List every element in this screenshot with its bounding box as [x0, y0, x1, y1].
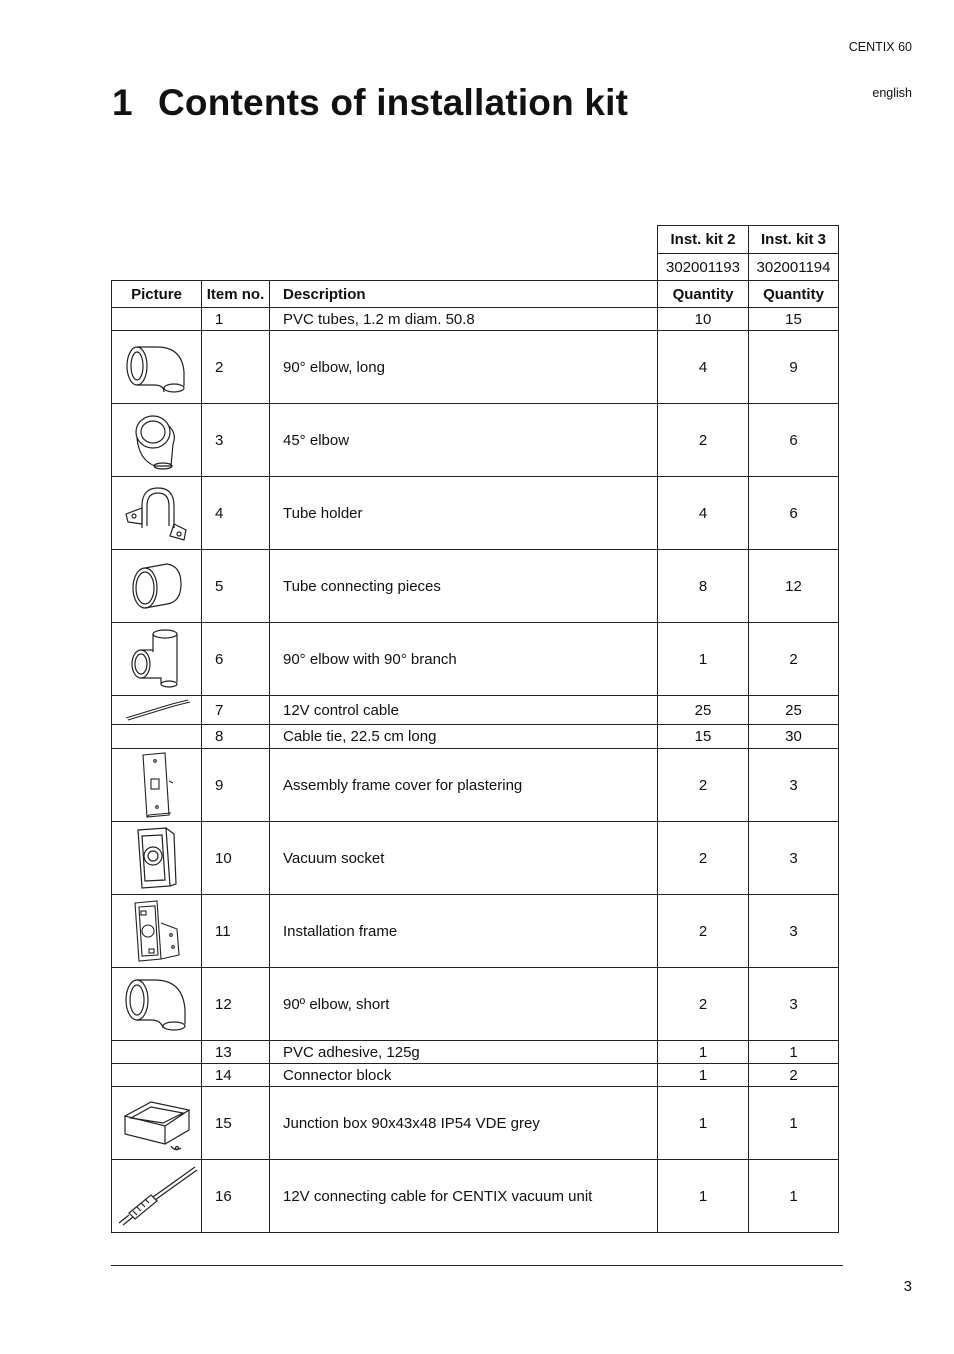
item-number: 11	[202, 895, 270, 968]
kit2-quantity: 2	[658, 404, 749, 477]
kit3-part-number: 302001194	[749, 254, 839, 281]
kit2-quantity: 8	[658, 550, 749, 623]
product-name: CENTIX 60	[848, 40, 912, 54]
item-number: 8	[202, 725, 270, 749]
table-row	[112, 696, 839, 725]
table-row	[112, 1041, 839, 1064]
item-number: 9	[202, 749, 270, 822]
kit2-quantity: 2	[658, 822, 749, 895]
picture-cell	[112, 308, 202, 331]
item-description: Vacuum socket	[270, 822, 658, 895]
item-number: 7	[202, 696, 270, 725]
table-row	[112, 550, 839, 623]
kit2-part-number: 302001193	[658, 254, 749, 281]
elbow-long-icon	[122, 336, 192, 398]
frame-cover-icon	[135, 751, 179, 819]
item-number: 12	[202, 968, 270, 1041]
picture-cell	[112, 623, 202, 696]
picture-cell	[112, 1087, 202, 1160]
picture-cell	[112, 696, 202, 725]
picture-cell	[112, 1160, 202, 1233]
kit2-quantity: 2	[658, 749, 749, 822]
kit2-quantity: 2	[658, 895, 749, 968]
item-description: 90º elbow, short	[270, 968, 658, 1041]
kit3-quantity: 1	[749, 1160, 839, 1233]
kit3-quantity: 6	[749, 404, 839, 477]
item-description: Assembly frame cover for plastering	[270, 749, 658, 822]
installation-frame-icon	[127, 897, 187, 965]
kit3-header: Inst. kit 3	[749, 226, 839, 254]
kit3-quantity: 1	[749, 1041, 839, 1064]
picture-cell	[112, 1064, 202, 1087]
kit3-quantity: 3	[749, 822, 839, 895]
elbow-short-icon	[121, 972, 193, 1036]
item-number: 6	[202, 623, 270, 696]
kit3-quantity: 12	[749, 550, 839, 623]
picture-cell	[112, 725, 202, 749]
kit3-quantity: 3	[749, 895, 839, 968]
kit2-quantity: 4	[658, 331, 749, 404]
kit2-quantity: 15	[658, 725, 749, 749]
elbow-45-icon	[127, 408, 187, 472]
section-title: Contents of installation kit	[158, 82, 629, 123]
tube-connector-icon	[127, 556, 187, 616]
col-item-no: Item no.	[202, 281, 270, 308]
item-number: 15	[202, 1087, 270, 1160]
installation-kit-table	[111, 225, 839, 1233]
picture-cell	[112, 968, 202, 1041]
picture-cell	[112, 477, 202, 550]
col-quantity-kit2: Quantity	[658, 281, 749, 308]
item-description: PVC tubes, 1.2 m diam. 50.8	[270, 308, 658, 331]
kit2-quantity: 1	[658, 623, 749, 696]
item-number: 10	[202, 822, 270, 895]
kit3-quantity: 15	[749, 308, 839, 331]
kit2-quantity: 2	[658, 968, 749, 1041]
col-picture: Picture	[112, 281, 202, 308]
item-description: Tube holder	[270, 477, 658, 550]
table-row	[112, 895, 839, 968]
kit3-quantity: 6	[749, 477, 839, 550]
item-number: 3	[202, 404, 270, 477]
picture-cell	[112, 331, 202, 404]
table-row	[112, 1087, 839, 1160]
footer-divider	[111, 1265, 843, 1266]
vacuum-socket-icon	[132, 824, 182, 892]
item-description: PVC adhesive, 125g	[270, 1041, 658, 1064]
col-description: Description	[270, 281, 658, 308]
picture-cell	[112, 822, 202, 895]
item-number: 5	[202, 550, 270, 623]
table-row	[112, 477, 839, 550]
picture-cell	[112, 1041, 202, 1064]
kit2-quantity: 4	[658, 477, 749, 550]
tube-holder-icon	[122, 482, 192, 544]
junction-box-icon	[117, 1092, 197, 1154]
item-number: 14	[202, 1064, 270, 1087]
kit2-quantity: 10	[658, 308, 749, 331]
item-description: Cable tie, 22.5 cm long	[270, 725, 658, 749]
page-number: 3	[903, 1278, 912, 1295]
item-description: 90° elbow, long	[270, 331, 658, 404]
table-row	[112, 1160, 839, 1233]
kit3-quantity: 2	[749, 623, 839, 696]
kit-partnumber-row	[112, 254, 839, 281]
item-description: Connector block	[270, 1064, 658, 1087]
item-description: 90° elbow with 90° branch	[270, 623, 658, 696]
picture-cell	[112, 404, 202, 477]
kit3-quantity: 3	[749, 749, 839, 822]
kit2-quantity: 1	[658, 1041, 749, 1064]
item-description: 45° elbow	[270, 404, 658, 477]
item-description: 12V connecting cable for CENTIX vacuum unit	[270, 1160, 658, 1233]
table-row	[112, 968, 839, 1041]
picture-cell	[112, 550, 202, 623]
language-label: english	[872, 86, 912, 100]
item-description: Junction box 90x43x48 IP54 VDE grey	[270, 1087, 658, 1160]
table-row	[112, 725, 839, 749]
section-number: 1	[112, 82, 133, 123]
item-number: 13	[202, 1041, 270, 1064]
picture-cell	[112, 895, 202, 968]
column-header-row	[112, 281, 839, 308]
kit2-quantity: 1	[658, 1160, 749, 1233]
kit3-quantity: 2	[749, 1064, 839, 1087]
table-row	[112, 749, 839, 822]
page-title	[112, 82, 628, 124]
kit3-quantity: 3	[749, 968, 839, 1041]
table-row	[112, 308, 839, 331]
table-row	[112, 623, 839, 696]
picture-cell	[112, 749, 202, 822]
kit3-quantity: 25	[749, 696, 839, 725]
kit3-quantity: 9	[749, 331, 839, 404]
kit3-quantity: 30	[749, 725, 839, 749]
table-row	[112, 822, 839, 895]
kit3-quantity: 1	[749, 1087, 839, 1160]
table-row	[112, 404, 839, 477]
item-description: 12V control cable	[270, 696, 658, 725]
kit2-quantity: 25	[658, 696, 749, 725]
item-number: 4	[202, 477, 270, 550]
table-row	[112, 1064, 839, 1087]
kit2-quantity: 1	[658, 1064, 749, 1087]
elbow-branch-icon	[125, 626, 189, 692]
col-quantity-kit3: Quantity	[749, 281, 839, 308]
control-cable-icon	[122, 698, 192, 722]
item-description: Installation frame	[270, 895, 658, 968]
kit2-quantity: 1	[658, 1087, 749, 1160]
item-number: 2	[202, 331, 270, 404]
item-number: 16	[202, 1160, 270, 1233]
connecting-cable-icon	[115, 1163, 199, 1229]
kit2-header: Inst. kit 2	[658, 226, 749, 254]
item-number: 1	[202, 308, 270, 331]
kit-header-row	[112, 226, 839, 254]
table-row	[112, 331, 839, 404]
item-description: Tube connecting pieces	[270, 550, 658, 623]
